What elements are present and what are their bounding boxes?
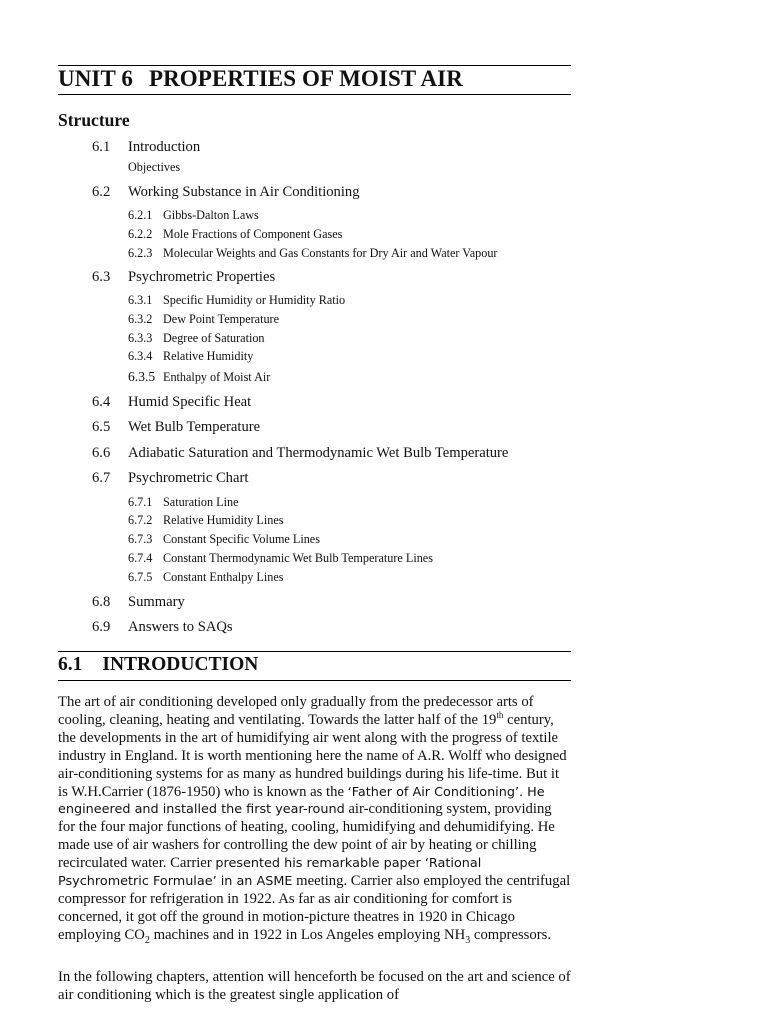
toc-item-6-6[interactable]: 6.6 Adiabatic Saturation and Thermodynamic Wet Bulb Temperature (92, 445, 509, 461)
structure-heading: Structure (58, 110, 130, 130)
toc-sub-6-7-2[interactable]: 6.7.2 Relative Humidity Lines (128, 513, 284, 527)
toc-sub-6-3-4[interactable]: 6.3.4 Relative Humidity (128, 349, 254, 363)
toc-sub-6-2-2[interactable]: 6.2.2 Mole Fractions of Component Gases (128, 227, 343, 241)
section-top-rule (58, 651, 571, 652)
toc-sub-6-2-3[interactable]: 6.2.3 Molecular Weights and Gas Constants for Dry Air and Water Vapour (128, 246, 498, 260)
section-number: 6.1 (58, 654, 83, 675)
toc-item-6-7[interactable]: 6.7 Psychrometric Chart (92, 470, 249, 486)
toc-sub-objectives[interactable]: Objectives (128, 160, 181, 174)
toc-item-6-3[interactable]: 6.3 Psychrometric Properties (92, 269, 276, 285)
introduction-paragraph-2: In the following chapters, attention will henceforth be focused on the art and science of air conditioning which is the greatest single application of (58, 969, 571, 1003)
unit-number: UNIT 6 (58, 66, 133, 91)
toc-sub-6-3-5[interactable]: 6.3.5 Enthalpy of Moist Air (128, 369, 271, 384)
toc-sub-6-3-2[interactable]: 6.3.2 Dew Point Temperature (128, 312, 280, 326)
section-heading (58, 653, 258, 677)
toc-sub-6-7-1[interactable]: 6.7.1 Saturation Line (128, 495, 239, 509)
toc-item-6-9[interactable]: 6.9 Answers to SAQs (92, 619, 233, 635)
toc-item-6-2[interactable]: 6.2 Working Substance in Air Conditioning (92, 184, 360, 200)
introduction-paragraph-1: The art of air conditioning developed only gradually from the predecessor arts of cooling, cleaning, heating and ventilating. Towards the latter half of the 19th century, the developments in the art of humidifying air went along with the progress of textile industry in England. It is worth mentioning here the name of A.R. Wolff who designed air-conditioning systems for as many as hundred buildings during his life-time. But it is W.H.Carrier (1876-1950) who is known as the ‘Father of Air Conditioning’. He engineered and installed the first year-round air-conditioning system, providing for the four major functions of heating, cooling, humidifying and dehumidifying. He made use of air washers for controlling the dew point of air by heating or chilling recirculated water. Carrier presented his remarkable paper ‘Rational Psychrometric Formulae’ in an ASME meeting. Carrier also employed the centrifugal compressor for refrigeration in 1922. As far as air conditioning for comfort is concerned, it got off the ground in motion-picture theatres in 1920 in Chicago employing $CO_2$ machines and in 1922 in Los Angeles employing $NH_3$ compressors. (58, 694, 571, 946)
title-underline (58, 94, 571, 95)
toc-item-6-5[interactable]: 6.5 Wet Bulb Temperature (92, 419, 261, 435)
toc-item-6-4[interactable]: 6.4 Humid Specific Heat (92, 394, 252, 410)
section-bottom-rule (58, 680, 571, 681)
toc-sub-6-3-3[interactable]: 6.3.3 Degree of Saturation (128, 331, 265, 345)
section-title: INTRODUCTION (102, 654, 259, 675)
unit-name: PROPERTIES OF MOIST AIR (148, 66, 463, 91)
toc-item-6-8[interactable]: 6.8 Summary (92, 594, 185, 610)
toc-sub-6-7-5[interactable]: 6.7.5 Constant Enthalpy Lines (128, 570, 284, 584)
toc-sub-6-7-3[interactable]: 6.7.3 Constant Specific Volume Lines (128, 532, 320, 546)
toc-item-6-1[interactable]: 6.1 Introduction (92, 139, 201, 155)
toc-sub-6-3-1[interactable]: 6.3.1 Specific Humidity or Humidity Ratio (128, 293, 346, 307)
unit-title (58, 66, 571, 92)
toc-sub-6-2-1[interactable]: 6.2.1 Gibbs-Dalton Laws (128, 208, 259, 222)
toc-sub-6-7-4[interactable]: 6.7.4 Constant Thermodynamic Wet Bulb Temperature Lines (128, 551, 433, 565)
